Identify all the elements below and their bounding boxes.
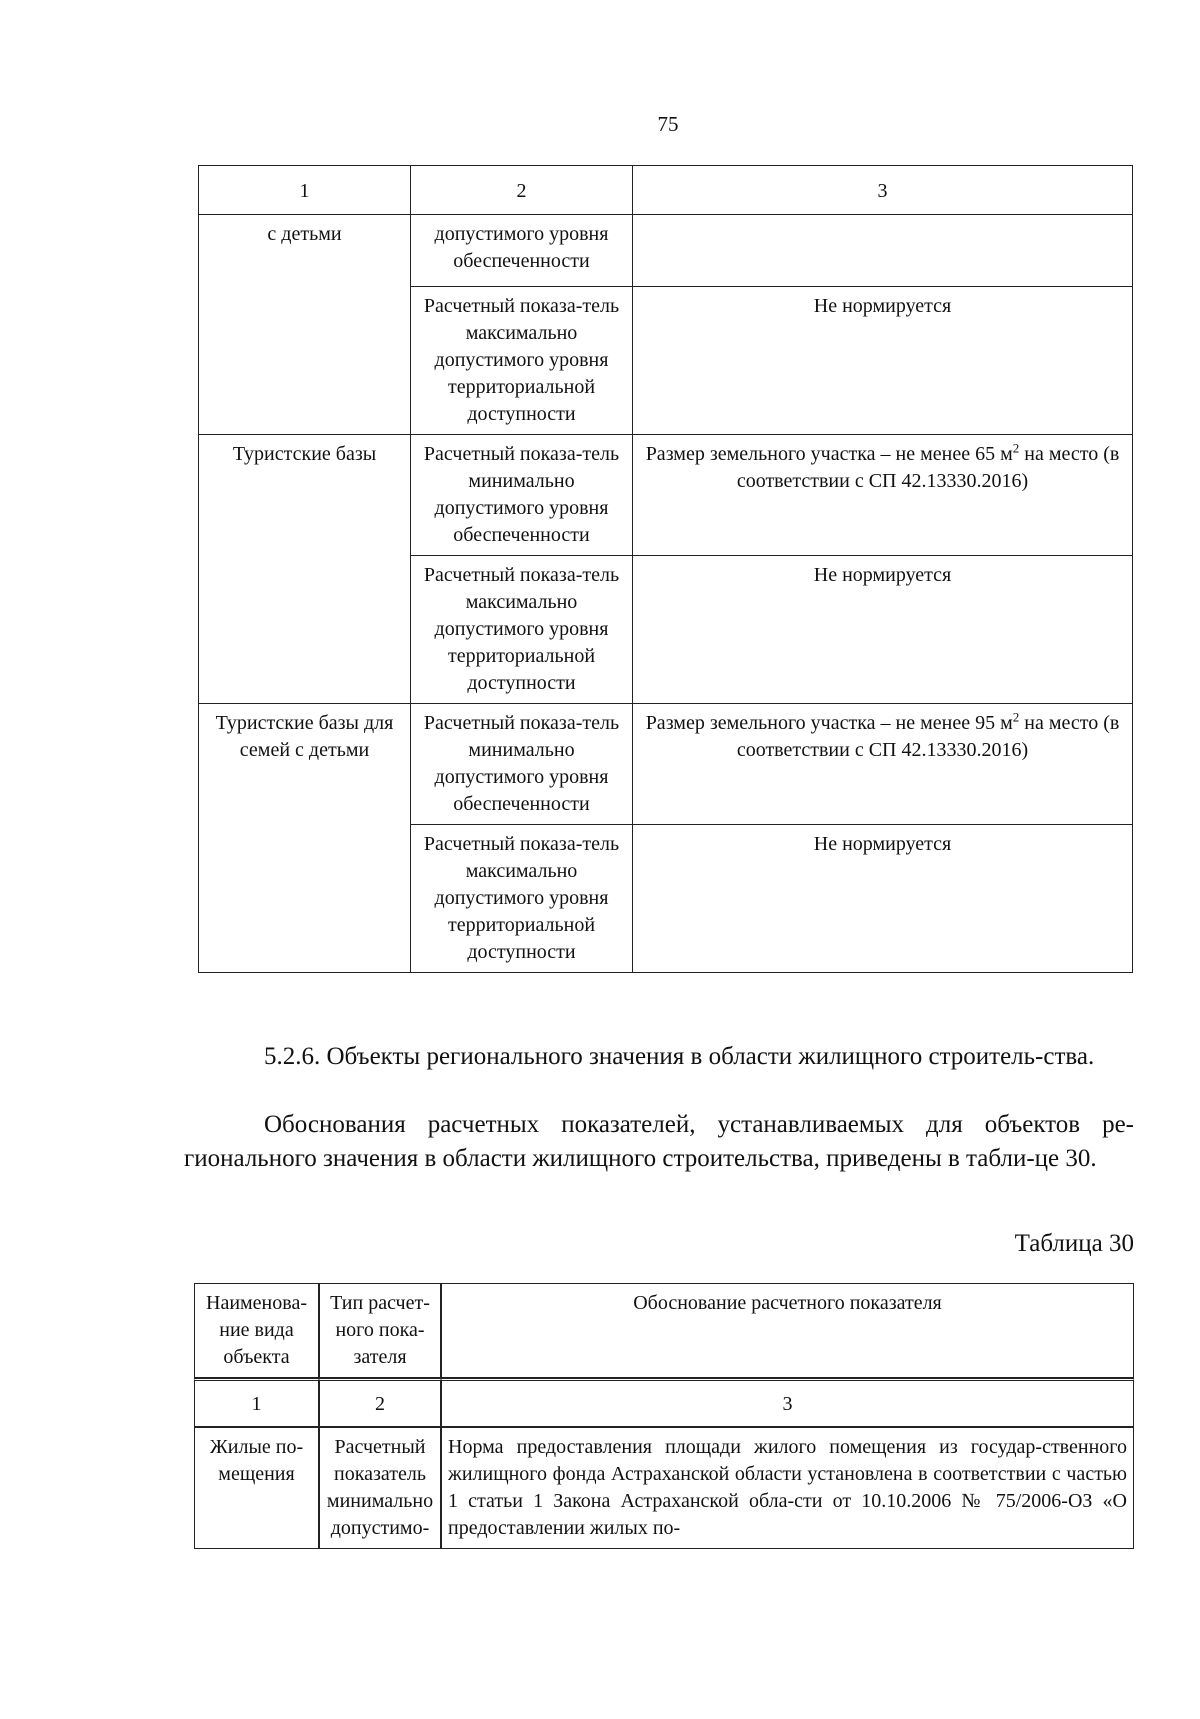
indicator-cell: допустимого уровня обеспеченности (411, 215, 633, 287)
indicator-cell: Расчетный показа-тель минимально допустимого уровня обеспеченности (411, 435, 633, 556)
column-number: 2 (319, 1378, 441, 1427)
table-header-row (199, 166, 1133, 215)
value-cell (633, 215, 1133, 287)
table-continued (198, 165, 1133, 973)
value-cell (633, 704, 1133, 825)
table-row (194, 1427, 1134, 1549)
column-numbers-row (194, 1378, 1134, 1427)
table-row (199, 215, 1133, 287)
table-row (199, 704, 1133, 825)
column-number: 2 (411, 166, 633, 215)
column-number: 3 (441, 1378, 1134, 1427)
table-30 (194, 1283, 1134, 1549)
header-cell: Наименова-ние вида объекта (194, 1283, 319, 1378)
column-number: 1 (199, 166, 411, 215)
value-text: Размер земельного участка – не менее 95 м (645, 712, 1013, 734)
indicator-cell: Расчетный показа-тель минимально допустимого уровня обеспеченности (411, 704, 633, 825)
object-name-cell: Туристские базы для семей с детьми (199, 704, 411, 973)
value-text: на место (в соответствии с СП 42.13330.2016) (736, 443, 1120, 492)
header-cell: Тип расчет-ного пока-зателя (319, 1283, 441, 1378)
indicator-cell: Расчетный показа-тель максимально допустимого уровня территориальной доступности (411, 825, 633, 973)
header-cell: Обоснование расчетного показателя (441, 1283, 1134, 1378)
column-number: 1 (194, 1378, 319, 1427)
body-paragraph-text: Обоснования расчетных показателей, устанавливаемых для объектов ре-гионального значения в области жилищного строительства, приведены в табли-це 30. (184, 1111, 1134, 1172)
indicator-cell: Расчетный показа-тель максимально допустимого уровня территориальной доступности (411, 287, 633, 435)
object-name-cell: Жилые по-мещения (194, 1427, 319, 1549)
value-cell: Не нормируется (633, 287, 1133, 435)
table-row (199, 435, 1133, 556)
section-paragraph (184, 1040, 1134, 1074)
value-text: Размер земельного участка – не менее 65 м (645, 443, 1013, 465)
value-cell (633, 435, 1133, 556)
column-number: 3 (633, 166, 1133, 215)
table-caption: Таблица 30 (1014, 1230, 1134, 1257)
indicator-type-cell: Расчетный показатель минимально допустимо- (319, 1427, 441, 1549)
page-number: 75 (657, 112, 679, 136)
justification-cell: Норма предоставления площади жилого помещения из государ-ственного жилищного фонда Астраханской области установлена в соответствии с частью 1 статьи 1 Закона Астраханской обла-сти от 10.10.2006 № 75/2006-ОЗ «О предоставлении жилых по- (441, 1427, 1134, 1549)
superscript: 2 (1012, 709, 1020, 725)
value-text: на место (в соответствии с СП 42.13330.2016) (736, 712, 1120, 761)
value-cell: Не нормируется (633, 556, 1133, 704)
object-name-cell: с детьми (199, 215, 411, 435)
table-header-row (194, 1283, 1134, 1378)
value-cell: Не нормируется (633, 825, 1133, 973)
body-paragraph (184, 1108, 1134, 1176)
object-name-cell: Туристские базы (199, 435, 411, 704)
section-heading-text: 5.2.6. Объекты регионального значения в области жилищного строитель-ства. (264, 1043, 1095, 1070)
indicator-cell: Расчетный показа-тель максимально допустимого уровня территориальной доступности (411, 556, 633, 704)
superscript: 2 (1012, 440, 1020, 456)
